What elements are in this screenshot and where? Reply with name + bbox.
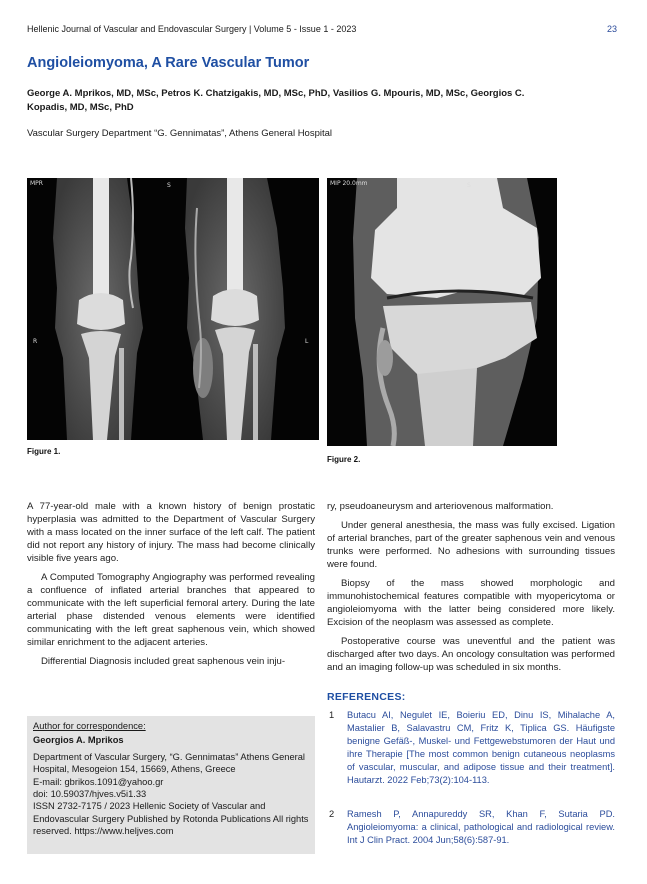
paragraph: Under general anesthesia, the mass was fully excised. Ligation of arterial branches, part of the greater saphenous vein and venous trunks were performed. No adhesions with surrounding tissues were found.: [327, 520, 615, 570]
copyright-notice: ISSN 2732-7175 / 2023 Hellenic Society of Vascular and Endovascular Surgery Published by Rotonda Publications All rights reserved. https://www.heljves.com: [33, 801, 309, 837]
reference-item[interactable]: [327, 808, 615, 847]
reference-item[interactable]: [327, 709, 615, 787]
figure-2-ct-image: [327, 178, 557, 446]
paragraph: A 77-year-old male with a known history of benign prostatic hyperplasia was admitted to the Department of Vascular Surgery with a mass located on the inner surface of the left calf. The patient did not report any history of injury. The mass had become clinically visible five years ago.: [27, 501, 315, 564]
affiliation: Vascular Surgery Department “G. Gennimatas”, Athens General Hospital: [27, 128, 333, 139]
correspondence-email[interactable]: E-mail: gbrikos.1091@yahoo.gr: [33, 776, 164, 787]
paragraph: ry, pseudoaneurysm and arteriovenous malformation.: [327, 501, 554, 512]
figure-2-caption: Figure 2.: [327, 455, 361, 464]
correspondence-name: Georgios A. Mprikos: [33, 735, 124, 746]
figure-2-label-mip: MIP 20.0mm: [330, 180, 368, 187]
figure-1-label-left: L: [305, 338, 309, 345]
article-title: Angioleiomyoma, A Rare Vascular Tumor: [27, 55, 310, 71]
correspondence-address: Department of Vascular Surgery, “G. Gennimatas” Athens General Hospital, Mesogeion 154, 15669, Athens, Greece: [33, 751, 305, 775]
figure-1-label-right: R: [33, 338, 38, 345]
references-heading: REFERENCES:: [327, 691, 406, 703]
paragraph: Postoperative course was uneventful and the patient was discharged after two days. An oncology consultation was performed and an imaging follow-up was scheduled in six months.: [327, 636, 615, 673]
figure-1-ct-image: [27, 178, 319, 440]
figure-1-caption: Figure 1.: [27, 447, 61, 456]
figure-2-label-superior: S: [467, 182, 471, 189]
paragraph: A Computed Tomography Angiography was performed revealing a confluence of inflated arterial branches that appeared to communicate with the left superficial femoral artery. During the late arterial phase distended venous elements were identified communicating with the left great saphenous vein, which showed similar enrichment to the adjacent arteries.: [27, 572, 315, 648]
reference-text: Butacu AI, Negulet IE, Boieriu ED, Dinu IS, Mihalache A, Mastalier B, Salavastru CM, Fritz K, Tiplica GS. Häufigste benigne Gefäß-, Muskel- und Fettgewebstumoren der Haut und ihre Therapie [The most common benign cutaneous neoplasms of vascular, muscular, and adipose tissue and their treatment]. Hautarzt. 2022 Feb;73(2):104-113.: [347, 710, 615, 785]
reference-number: 1: [329, 710, 335, 720]
reference-text: Ramesh P, Annapureddy SR, Khan F, Sutaria PD. Angioleiomyoma: a clinical, pathological and radiological review. Int J Clin Pract. 2004 Jun;58(6):587-91.: [347, 809, 615, 845]
correspondence-doi[interactable]: doi: 10.59037/hjves.v5i1.33: [33, 789, 147, 800]
author-list: George A. Mprikos, MD, MSc, Petros K. Chatzigakis, MD, MSc, PhD, Vasilios G. Mpouris, MD, MSc, Georgios C. Kopadis, MD, MSc, PhD: [27, 88, 525, 113]
figure-1-label-superior: S: [167, 182, 171, 189]
reference-number: 2: [329, 809, 335, 819]
correspondence-heading: Author for correspondence:: [33, 721, 146, 731]
running-header: [27, 24, 617, 38]
figure-1-label-mpr: MPR: [30, 180, 43, 187]
paragraph: Differential Diagnosis included great saphenous vein inju-: [41, 656, 286, 667]
body-column-right: [327, 500, 615, 680]
journal-name: Hellenic Journal of Vascular and Endovascular Surgery | Volume 5 - Issue 1 - 2023: [27, 24, 357, 34]
page-number: 23: [606, 24, 617, 34]
paragraph: Biopsy of the mass showed morphologic and immunohistochemical features compatible with myopericytoma or angioleiomyoma with the latter being considered more likely. Excision of the neoplasm was assessed as complete.: [327, 578, 615, 628]
correspondence-box: [27, 716, 315, 854]
body-column-left: [27, 500, 315, 674]
